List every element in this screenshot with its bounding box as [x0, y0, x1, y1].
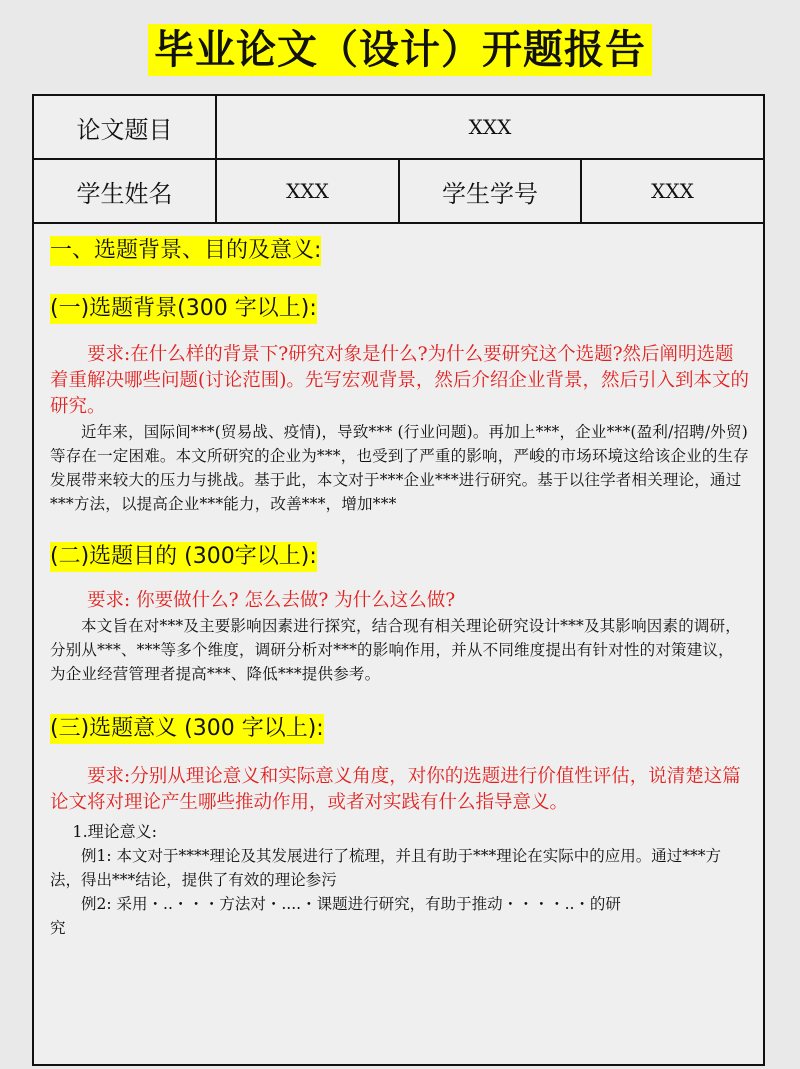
theory-label: 1.理论意义:: [72, 822, 158, 841]
page-title: 毕业论文（设计）开题报告: [148, 24, 652, 76]
example-1: 例1: 本文对于****理论及其发展进行了梳理，并且有助于***理论在实际中的应用。通过***方法，得出***结论，提供了有效的理论参污: [50, 847, 722, 889]
id-label: 学生学号: [400, 160, 582, 222]
example-2: 例2: 采用・..・・・方法对・....・课题进行研究，有助于推动・・・・..・的研究: [50, 895, 621, 937]
topic-row: [34, 96, 763, 160]
section-content: [34, 224, 763, 940]
topic-value: XXX: [468, 115, 512, 139]
purpose-heading: (二)选题目的 (300字以上):: [50, 542, 317, 572]
purpose-body: 本文旨在对***及主要影响因素进行探究，结合现有相关理论研究设计***及其影响因素的调研，分别从***、***等多个维度，调研分析对***的影响作用，并从不同维度提出有针对性的对策建议，为企业经营管理者提高***、降低***提供参考。: [50, 617, 742, 683]
background-heading: (一)选题背景(300 字以上):: [50, 294, 317, 324]
background-requirement: 要求:在什么样的背景下?研究对象是什么?为什么要研究这个选题?然后阐明选题着重解决哪些问题(讨论范围)。先写宏观背景，然后介绍企业背景，然后引入到本文的研究。: [50, 344, 749, 417]
significance-heading: (三)选题意义 (300 字以上):: [50, 714, 324, 744]
topic-label: 论文题目: [34, 96, 217, 158]
section-heading: 一、选题背景、目的及意义:: [50, 236, 321, 266]
student-row: [34, 160, 763, 224]
purpose-requirement: 要求: 你要做什么? 怎么去做? 为什么这么做?: [87, 590, 456, 611]
id-value: XXX: [651, 179, 694, 203]
title-wrap: [0, 24, 800, 76]
name-value: XXX: [217, 160, 400, 222]
report-form: [32, 94, 765, 1066]
significance-requirement: 要求:分别从理论意义和实际意义角度，对你的选题进行价值性评估，说清楚这篇论文将对理论产生哪些推动作用，或者对实践有什么指导意义。: [50, 766, 741, 813]
name-label: 学生姓名: [34, 160, 217, 222]
background-body: 近年来，国际间***(贸易战、疫情)，导致*** (行业问题)。再加上***，企业***(盈利/招聘/外贸)等存在一定困难。本文所研究的企业为***，也受到了严重的影响，严峻的市场环境这给该企业的生存发展带来较大的压力与挑战。基于此，本文对于***企业***进行研究。基于以往学者相关理论，通过***方法，以提高企业***能力，改善***，增加***: [50, 423, 749, 513]
